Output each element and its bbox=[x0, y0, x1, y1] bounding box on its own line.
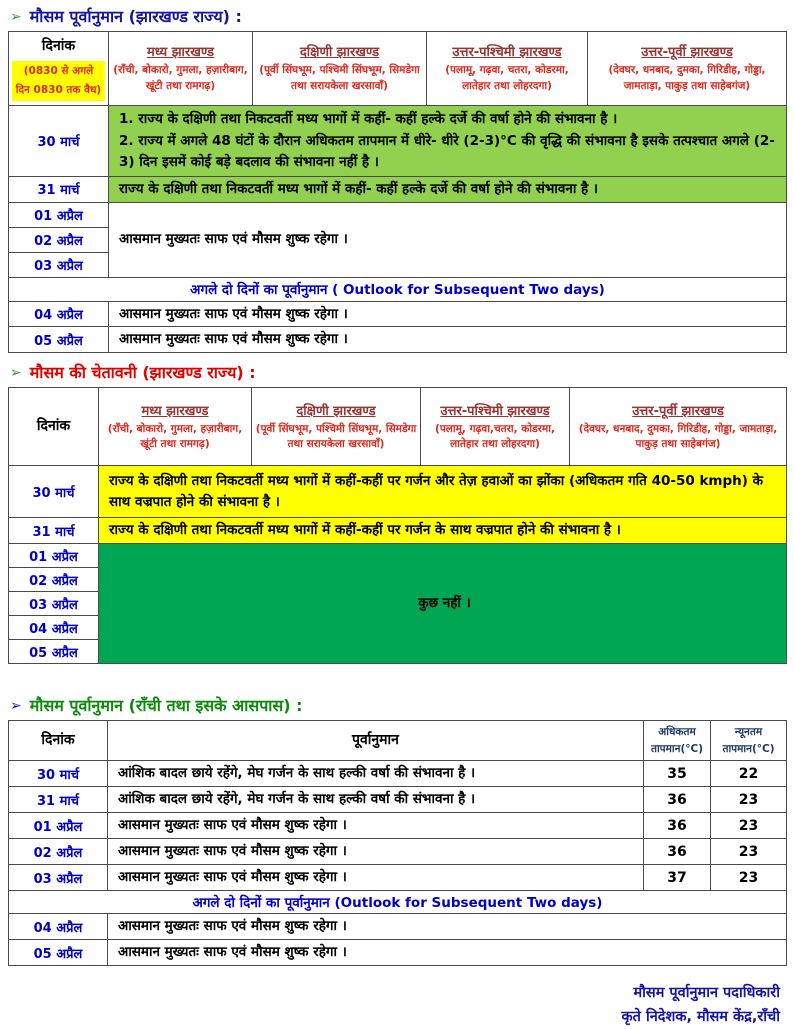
date-cell: 04 अप्रैल bbox=[9, 616, 99, 640]
header-row bbox=[9, 32, 787, 106]
forecast-cell bbox=[109, 105, 787, 176]
date-column-title: दिनांक bbox=[41, 38, 76, 54]
signature-office: कृते निदेशक, मौसम केंद्र,राँची bbox=[621, 1008, 780, 1025]
ranchi-row-30-march bbox=[9, 761, 787, 787]
forecast-cell-merged: आसमान मुख्यतः साफ एवं मौसम शुष्क रहेगा । bbox=[109, 202, 787, 277]
forecast-cell: आसमान मुख्यतः साफ एवं मौसम शुष्क रहेगा । bbox=[108, 865, 644, 891]
signature-designation: मौसम पूर्वानुमान पदाधिकारी bbox=[633, 985, 780, 1002]
forecast-row-05-april bbox=[9, 327, 787, 353]
max-temp-cell: 36 bbox=[644, 813, 711, 839]
warning-cell: राज्य के दक्षिणी तथा निकटवर्ती मध्य भागों में कहीं-कहीं पर गर्जन के साथ वज्रपात होने की संभावना है । bbox=[99, 518, 787, 544]
column-header-forecast: पूर्वानुमान bbox=[108, 721, 644, 761]
column-header-northeast-jharkhand: उत्तर-पूर्वी झारखण्ड (देवघर, धनबाद, दुमका, गिरिडीह, गोड्डा, जामताड़ा, पाकुड़ तथा साहेबगंज) bbox=[588, 32, 787, 106]
forecast-cell: आसमान मुख्यतः साफ एवं मौसम शुष्क रहेगा । bbox=[108, 839, 644, 865]
column-header-date: दिनांक bbox=[9, 388, 99, 466]
signature-block bbox=[0, 982, 780, 1028]
section2-title: मौसम की चेतावनी (झारखण्ड राज्य) : bbox=[29, 363, 256, 383]
section2-heading bbox=[10, 361, 794, 383]
section1-title: मौसम पूर्वानुमान (झारखण्ड राज्य) : bbox=[29, 7, 242, 26]
forecast-cell: आसमान मुख्यतः साफ एवं मौसम शुष्क रहेगा । bbox=[108, 813, 644, 839]
date-cell: 01 अप्रैल bbox=[9, 202, 109, 227]
state-forecast-table bbox=[8, 31, 787, 353]
section3-heading bbox=[10, 694, 794, 716]
min-temp-cell: 23 bbox=[711, 839, 787, 865]
date-cell: 02 अप्रैल bbox=[9, 839, 108, 865]
column-header-min-temp: न्यूनतम तापमान(°C) bbox=[711, 721, 787, 761]
max-temp-cell: 37 bbox=[644, 865, 711, 891]
date-cell: 30 मार्च bbox=[9, 466, 99, 518]
date-cell: 04 अप्रैल bbox=[9, 914, 108, 940]
ranchi-row-05-april bbox=[9, 940, 787, 966]
min-temp-cell: 23 bbox=[711, 865, 787, 891]
forecast-cell: आसमान मुख्यतः साफ एवं मौसम शुष्क रहेगा । bbox=[108, 914, 787, 940]
column-header-date: दिनांक bbox=[9, 721, 108, 761]
warning-row-31-march bbox=[9, 518, 787, 544]
warning-cell-merged: कुछ नहीं । bbox=[99, 544, 787, 664]
column-header-max-temp: अधिकतम तापमान(°C) bbox=[644, 721, 711, 761]
date-cell: 03 अप्रैल bbox=[9, 592, 99, 616]
forecast-cell: राज्य के दक्षिणी तथा निकटवर्ती मध्य भागों में कहीं- कहीं हल्के दर्जे की वर्षा होने की संभावना है । bbox=[109, 176, 787, 202]
min-temp-cell: 23 bbox=[711, 813, 787, 839]
ranchi-row-03-april bbox=[9, 865, 787, 891]
date-cell: 31 मार्च bbox=[9, 787, 108, 813]
ranchi-row-31-march bbox=[9, 787, 787, 813]
date-cell: 30 मार्च bbox=[9, 105, 109, 176]
date-cell: 04 अप्रैल bbox=[9, 301, 109, 327]
forecast-row-04-april bbox=[9, 301, 787, 327]
date-cell: 03 अप्रैल bbox=[9, 252, 109, 277]
min-temp-cell: 22 bbox=[711, 761, 787, 787]
ranchi-forecast-table bbox=[8, 720, 787, 966]
header-row bbox=[9, 388, 787, 466]
warning-cell: राज्य के दक्षिणी तथा निकटवर्ती मध्य भागों में कहीं-कहीं पर गर्जन और तेज़ हवाओं का झोंका (अधिकतम गति 40-50 kmph) के साथ वज्रपात होने की संभावना है । bbox=[99, 466, 787, 518]
arrow-bullet-icon: ➢ bbox=[10, 365, 22, 382]
forecast-cell: आसमान मुख्यतः साफ एवं मौसम शुष्क रहेगा । bbox=[109, 327, 787, 353]
forecast-line-1: 1. राज्य के दक्षिणी तथा निकटवर्ती मध्य भागों में कहीं- कहीं हल्के दर्जे की वर्षा होने की संभावना है । bbox=[119, 110, 618, 127]
forecast-cell: आसमान मुख्यतः साफ एवं मौसम शुष्क रहेगा । bbox=[108, 940, 787, 966]
outlook-header-row bbox=[9, 277, 787, 301]
date-cell: 30 मार्च bbox=[9, 761, 108, 787]
forecast-row-01-april bbox=[9, 202, 787, 227]
ranchi-row-02-april bbox=[9, 839, 787, 865]
column-header-southern-jharkhand: दक्षिणी झारखण्ड (पूर्वी सिंघभूम, पश्चिमी सिंघभूम, सिमडेगा तथा सरायकेला खरसावाँ) bbox=[252, 388, 421, 466]
date-cell: 31 मार्च bbox=[9, 176, 109, 202]
date-cell: 02 अप्रैल bbox=[9, 227, 109, 252]
min-temp-cell: 23 bbox=[711, 787, 787, 813]
outlook-title: अगले दो दिनों का पूर्वानुमान (Outlook for Subsequent Two days) bbox=[9, 891, 787, 914]
date-cell: 05 अप्रैल bbox=[9, 640, 99, 664]
date-cell: 02 अप्रैल bbox=[9, 568, 99, 592]
forecast-row-31-march bbox=[9, 176, 787, 202]
max-temp-cell: 36 bbox=[644, 839, 711, 865]
arrow-bullet-icon: ➢ bbox=[10, 698, 22, 715]
date-cell: 05 अप्रैल bbox=[9, 327, 109, 353]
forecast-cell: आसमान मुख्यतः साफ एवं मौसम शुष्क रहेगा । bbox=[109, 301, 787, 327]
arrow-bullet-icon: ➢ bbox=[10, 9, 22, 25]
ranchi-row-01-april bbox=[9, 813, 787, 839]
column-header-northwest-jharkhand: उत्तर-पश्चिमी झारखण्ड (पलामू, गढ़वा,चतरा, कोडरमा, लातेहार तथा लोहरदगा) bbox=[421, 388, 570, 466]
date-cell: 31 मार्च bbox=[9, 518, 99, 544]
section1-heading bbox=[10, 5, 794, 27]
column-header-northwest-jharkhand: उत्तर-पश्चिमी झारखण्ड (पलामू, गढ़वा, चतरा, कोडरमा, लातेहार तथा लोहरदगा) bbox=[427, 32, 588, 106]
warning-row-01-april bbox=[9, 544, 787, 568]
section3-title: मौसम पूर्वानुमान (राँची तथा इसके आसपास) : bbox=[29, 696, 303, 716]
column-header-central-jharkhand: मध्य झारखण्ड (राँची, बोकारो, गुमला, हज़ारीबाग, खूंटी तथा रामगढ़) bbox=[99, 388, 252, 466]
ranchi-row-04-april bbox=[9, 914, 787, 940]
max-temp-cell: 35 bbox=[644, 761, 711, 787]
max-temp-cell: 36 bbox=[644, 787, 711, 813]
header-row bbox=[9, 721, 787, 761]
date-cell: 01 अप्रैल bbox=[9, 544, 99, 568]
forecast-row-30-march bbox=[9, 105, 787, 176]
forecast-cell: आंशिक बादल छाये रहेंगे, मेघ गर्जन के साथ हल्की वर्षा की संभावना है । bbox=[108, 787, 644, 813]
warning-row-30-march bbox=[9, 466, 787, 518]
outlook-header-row bbox=[9, 891, 787, 914]
column-header-southern-jharkhand: दक्षिणी झारखण्ड (पूर्वी सिंघभूम, पश्चिमी सिंघभूम, सिमडेगा तथा सरायकेला खरसावाँ) bbox=[253, 32, 427, 106]
forecast-line-2: 2. राज्य में अगले 48 घंटों के दौरान अधिकतम तापमान में धीरे- धीरे (2-3)°C की वृद्धि की संभावना है इसके तत्पश्चात अगले (2-3) दिन इसमें कोई बड़े बदलाव की संभावना नहीं है । bbox=[119, 132, 775, 170]
validity-note: (0830 से अगले दिन 0830 तक वैध) bbox=[12, 61, 105, 101]
column-header-northeast-jharkhand: उत्तर-पूर्वी झारखण्ड (देवघर, धनबाद, दुमका, गिरिडीह, गोड्डा, जामताड़ा, पाकुड़ तथा साहेबगंज) bbox=[570, 388, 787, 466]
date-cell: 03 अप्रैल bbox=[9, 865, 108, 891]
date-cell: 05 अप्रैल bbox=[9, 940, 108, 966]
date-cell: 01 अप्रैल bbox=[9, 813, 108, 839]
weather-warning-table bbox=[8, 387, 787, 664]
column-header-date bbox=[9, 32, 109, 106]
outlook-title: अगले दो दिनों का पूर्वानुमान ( Outlook for Subsequent Two days) bbox=[9, 277, 787, 301]
forecast-cell: आंशिक बादल छाये रहेंगे, मेघ गर्जन के साथ हल्की वर्षा की संभावना है । bbox=[108, 761, 644, 787]
column-header-central-jharkhand: मध्य झारखण्ड (राँची, बोकारो, गुमला, हज़ारीबाग, खूंटी तथा रामगढ़) bbox=[109, 32, 253, 106]
